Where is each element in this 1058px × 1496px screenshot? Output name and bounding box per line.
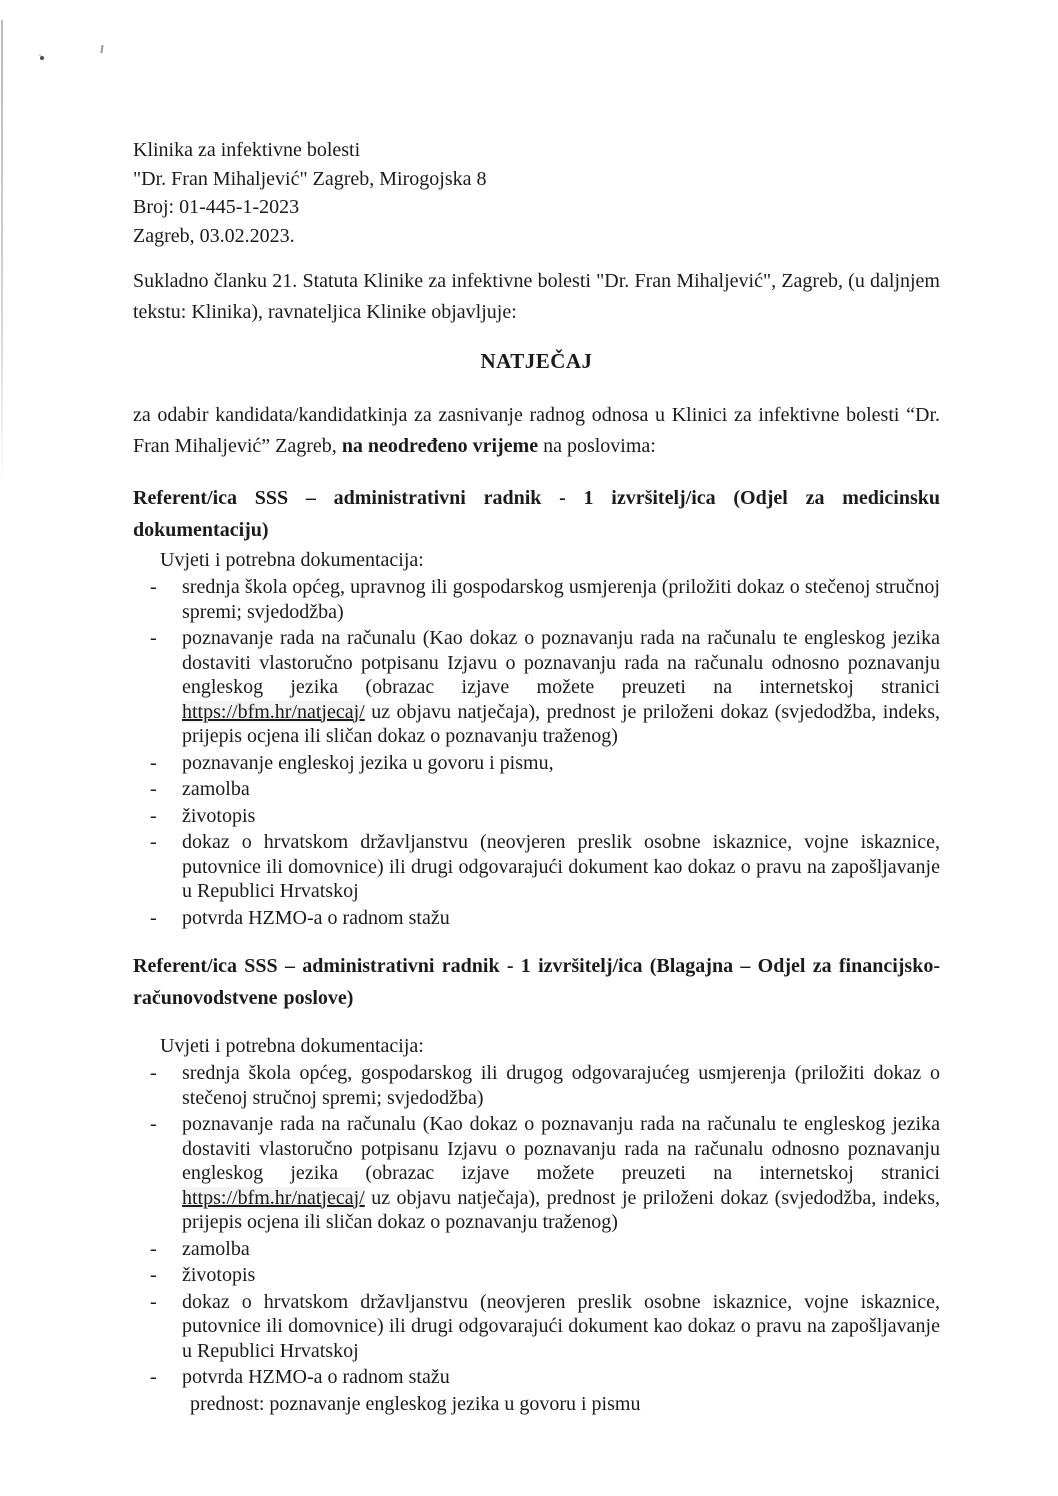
doc-number: Broj: 01-445-1-2023 (133, 196, 300, 218)
requirement-item-citizenship: - dokaz o hrvatskom državljanstvu (neovjeren preslik osobne iskaznice, vojne iskaznice, putovnice ili domovnice) ili drugi odgovarajući dokument kao dokaz o pravu na zapošljavanje u Republici Hrvatskoj (133, 830, 940, 904)
requirements-list (133, 1061, 940, 1416)
requirement-item-school: - srednja škola općeg, upravnog ili gospodarskog usmjerenja (priložiti dokaz o stečenoj stručnoj spremi; svjedodžba) (133, 575, 940, 624)
bullet-dash: - (150, 1290, 157, 1313)
bullet-dash: - (150, 804, 157, 827)
position-section-blagajna (133, 950, 940, 1416)
requirement-item-computer-skills (133, 626, 940, 749)
bullet-dash: - (150, 1062, 157, 1084)
bullet-dash: - (150, 627, 157, 649)
subject-text-bold: na neodređeno vrijeme (341, 435, 539, 457)
requirement-item-school: - srednja škola općeg, gospodarskog ili drugog odgovarajućeg usmjerenja (priložiti dokaz o stečenoj stručnoj spremi; svjedodžba) (133, 1061, 940, 1110)
bullet-dash: - (150, 576, 157, 598)
scan-dot-artifact (40, 56, 44, 60)
bullet-dash: - (150, 1264, 157, 1286)
scan-tick-artifact (100, 45, 103, 53)
requirements-label: Uvjeti i potrebna dokumentacija: (160, 1035, 424, 1057)
scan-edge-artifact (1, 20, 3, 490)
document-title: NATJEČAJ (480, 349, 593, 373)
subject-text-post: na poslovima: (538, 435, 656, 457)
subject-text-pre: za odabir kandidata/kandidatkinja za zasnivanje radnog odnosa u Klinici za infektivne bolesti “Dr. Fran Mihaljević” Zagreb, (133, 404, 940, 457)
bullet-dash: - (150, 778, 157, 800)
advantage-note: prednost: poznavanje engleskog jezika u govoru i pismu (190, 1392, 641, 1415)
computer-skills-text-post: uz objavu natječaja), prednost je priloženi dokaz (svjedodžba, indeks, prijepis ocjena ili sličan dokaz o poznavanju traženog) (182, 700, 940, 747)
position-section-medicinska-dokumentacija (133, 482, 940, 930)
bullet-dash: - (150, 1113, 157, 1135)
org-address: "Dr. Fran Mihaljević" Zagreb, Mirogojska 8 (133, 167, 487, 190)
computer-skills-text-pre: poznavanje rada na računalu (Kao dokaz o poznavanju rada na računalu te engleskog jezika dostaviti vlastoručno potpisanu Izjavu o poznavanju rada na računalu odnosno poznavanju engleskog jezika (obrazac izjave možete preuzeti na internetskoj stranici (182, 627, 940, 698)
subject-paragraph (133, 400, 940, 462)
requirement-item-citizenship: - dokaz o hrvatskom državljanstvu (neovjeren preslik osobne iskaznice, vojne iskaznice, putovnice ili domovnice) ili drugi odgovarajući dokument kao dokaz o pravu na zapošljavanje u Republici Hrvatskoj (133, 1290, 940, 1364)
computer-skills-text-pre: poznavanje rada na računalu (Kao dokaz o poznavanju rada na računalu te engleskog jezika dostaviti vlastoručno potpisanu Izjavu o poznavanju rada na računalu odnosno poznavanju engleskog jezika (obrazac izjave možete preuzeti na internetskoj stranici (182, 1113, 940, 1184)
requirements-list (133, 575, 940, 930)
position-heading: Referent/ica SSS – administrativni radnik - 1 izvršitelj/ica (Blagajna – Odjel za financijsko-računovodstvene poslove) (133, 955, 940, 1009)
bullet-dash: - (150, 1237, 157, 1260)
requirement-item-english: - poznavanje engleskoj jezika u govoru i pismu, (133, 751, 940, 776)
requirement-item-application: - zamolba (133, 777, 940, 802)
doc-date: Zagreb, 03.02.2023. (133, 224, 295, 247)
requirement-item-hzmo: - potvrda HZMO-a o radnom stažu (133, 1365, 940, 1390)
document-content (133, 136, 940, 1416)
computer-skills-text-post: uz objavu natječaja), prednost je priloženi dokaz (svjedodžba, indeks, prijepis ocjena ili sličan dokaz o poznavanju traženog) (182, 1186, 940, 1233)
requirement-item-computer-skills (133, 1112, 940, 1235)
bullet-dash: - (150, 831, 157, 853)
natjecaj-link[interactable]: https://bfm.hr/natjecaj/ (182, 1186, 365, 1209)
bullet-dash: - (150, 751, 157, 774)
requirement-item-cv: - životopis (133, 804, 940, 829)
letterhead (133, 136, 940, 250)
bullet-dash: - (150, 1366, 157, 1388)
org-name: Klinika za infektivne bolesti (133, 139, 361, 161)
natjecaj-link[interactable]: https://bfm.hr/natjecaj/ (182, 700, 365, 723)
requirement-item-cv: - životopis (133, 1263, 940, 1288)
position-heading: Referent/ica SSS – administrativni radnik - 1 izvršitelj/ica (Odjel za medicinsku dokumentaciju) (133, 487, 940, 541)
requirement-item-hzmo: - potvrda HZMO-a o radnom stažu (133, 906, 940, 931)
requirement-item-application: - zamolba (133, 1237, 940, 1262)
requirements-label: Uvjeti i potrebna dokumentacija: (160, 549, 424, 571)
intro-paragraph: Sukladno članku 21. Statuta Klinike za infektivne bolesti "Dr. Fran Mihaljević", Zagreb, (u daljnjem tekstu: Klinika), ravnateljica Klinike objavljuje: (133, 270, 940, 323)
bullet-dash: - (150, 906, 157, 929)
